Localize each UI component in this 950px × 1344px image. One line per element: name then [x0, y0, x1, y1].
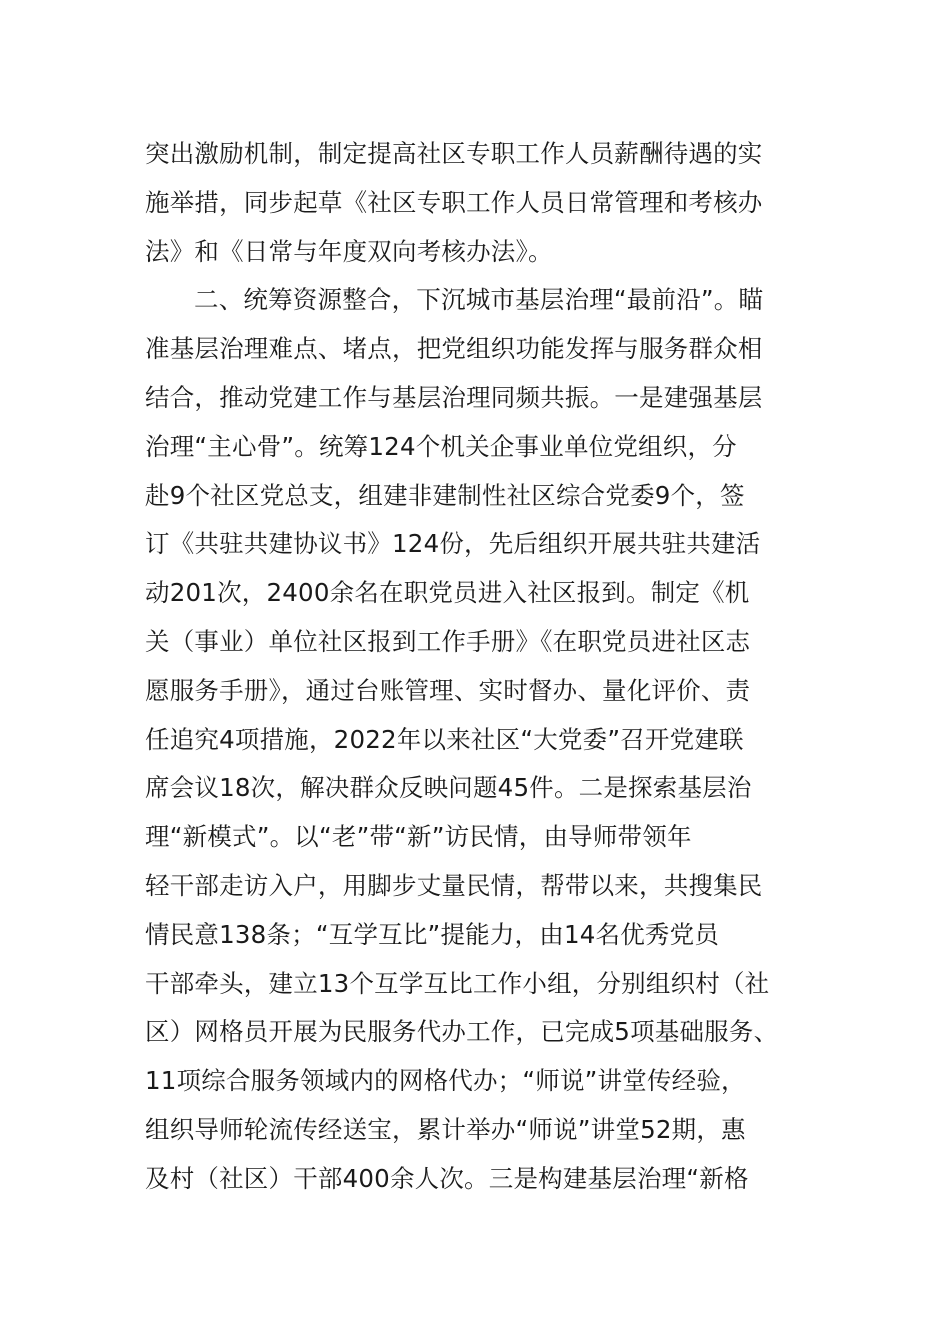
text-line: 理“新模式”。以“老”带“新”访民情，由导师带领年 — [145, 822, 692, 852]
text-line: 赴9个社区党总支，组建非建制性社区综合党委9个，签 — [145, 480, 745, 510]
text-line: 区）网格员开展为民服务代办工作，已完成5项基础服务、 — [145, 1017, 779, 1047]
text-line: 关（事业）单位社区报到工作手册》《在职党员进社区志 — [145, 626, 751, 656]
body-text — [145, 130, 825, 1204]
text-line: 组织导师轮流传经送宝，累计举办“师说”讲堂52期，惠 — [145, 1114, 746, 1144]
text-line: 法》和《日常与年度双向考核办法》。 — [145, 236, 553, 266]
text-line: 准基层治理难点、堵点，把党组织功能发挥与服务群众相 — [145, 334, 763, 364]
text-line: 任追究4项措施，2022年以来社区“大党委”召开党建联 — [145, 724, 744, 754]
text-line: 订《共驻共建协议书》124份，先后组织开展共驻共建活 — [145, 529, 761, 559]
text-line: 愿服务手册》，通过台账管理、实时督办、量化评价、责 — [145, 675, 751, 705]
text-line: 及村（社区）干部400余人次。三是构建基层治理“新格 — [145, 1163, 749, 1193]
text-line: 动201次，2400余名在职党员进入社区报到。制定《机 — [145, 578, 750, 608]
text-line: 席会议18次，解决群众反映问题45件。二是探索基层治 — [145, 773, 752, 803]
paragraph-start-line: 二、统筹资源整合，下沉城市基层治理“最前沿”。瞄 — [194, 285, 764, 315]
text-line: 轻干部走访入户，用脚步丈量民情，帮带以来，共搜集民 — [145, 870, 763, 900]
text-line: 突出激励机制，制定提高社区专职工作人员薪酬待遇的实 — [145, 139, 763, 168]
text-line: 施举措，同步起草《社区专职工作人员日常管理和考核办 — [145, 187, 763, 217]
text-line: 11项综合服务领域内的网格代办；“师说”讲堂传经验， — [145, 1066, 746, 1096]
text-line: 治理“主心骨”。统筹124个机关企事业单位党组织，分 — [145, 431, 737, 461]
text-line: 情民意138条；“互学互比”提能力，由14名优秀党员 — [145, 919, 720, 949]
text-line: 结合，推动党建工作与基层治理同频共振。一是建强基层 — [145, 382, 763, 412]
text-line: 干部牵头，建立13个互学互比工作小组，分别组织村（社 — [145, 968, 770, 998]
